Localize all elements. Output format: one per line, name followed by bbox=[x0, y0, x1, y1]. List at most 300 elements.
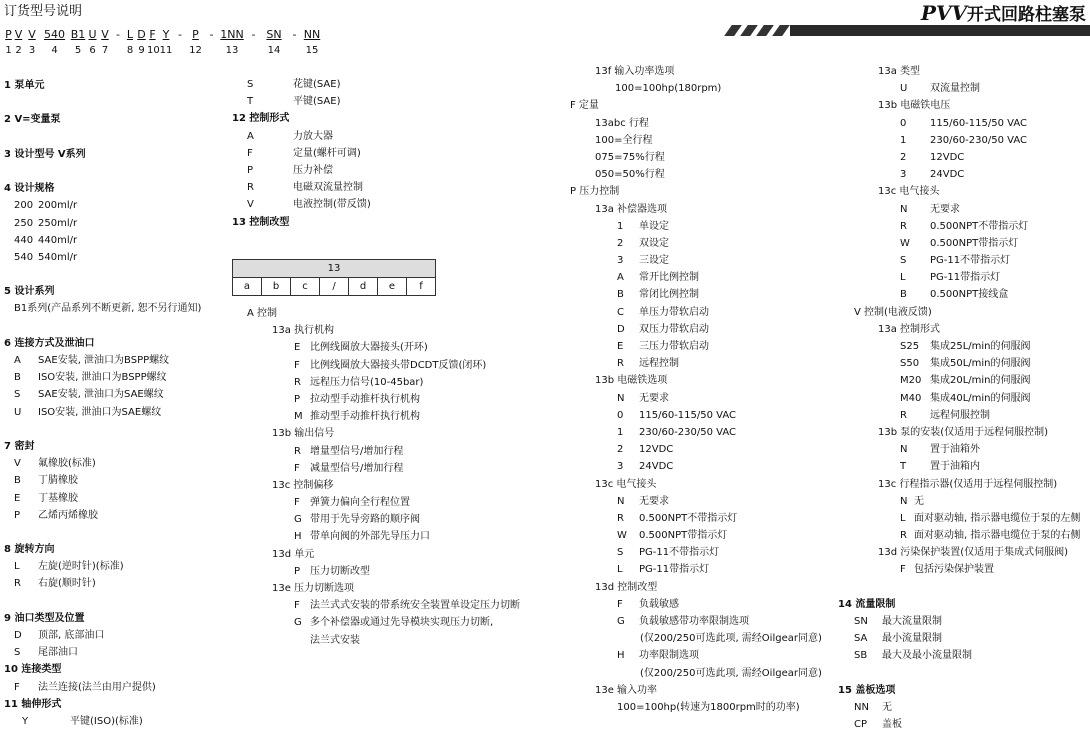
option-description: 右旋(顺时针) bbox=[38, 578, 96, 590]
option-code: SA bbox=[854, 633, 868, 645]
list-item bbox=[4, 679, 201, 696]
list-item: 13f 输入功率选项 bbox=[595, 66, 675, 77]
option-description: 440ml/r bbox=[38, 234, 78, 246]
option-code: D bbox=[14, 630, 22, 641]
option-code: R bbox=[14, 578, 21, 590]
option-description: 0.500NPT带指示灯 bbox=[930, 237, 1019, 249]
list-item bbox=[232, 128, 371, 145]
list-item: 4 设计规格 bbox=[4, 183, 55, 195]
list-item bbox=[4, 352, 201, 369]
option-code: F bbox=[294, 462, 300, 474]
option-description: 远程控制 bbox=[639, 358, 679, 370]
list-item: 10 连接类型 bbox=[4, 664, 62, 676]
option-description: 丁基橡胶 bbox=[38, 492, 78, 504]
list-item: 100=100hp(转速为1800rpm时的功率) bbox=[617, 701, 800, 713]
list-item bbox=[838, 630, 1080, 647]
option-description: 电液控制(带反馈) bbox=[293, 199, 371, 211]
list-item bbox=[570, 252, 822, 269]
list-item: 2 V=变量泵 bbox=[4, 114, 61, 126]
option-code: R bbox=[617, 358, 624, 370]
position-number: 7 bbox=[101, 45, 109, 56]
option-description: 压力补偿 bbox=[293, 164, 333, 176]
option-description: 氟橡胶(标准) bbox=[38, 458, 96, 470]
list-item: 3 设计型号 V系列 bbox=[4, 148, 86, 160]
list-item: 9 油口类型及位置 bbox=[4, 612, 85, 624]
option-description: 无要求 bbox=[639, 495, 669, 507]
list-item bbox=[838, 665, 1080, 682]
list-item bbox=[570, 544, 822, 561]
option-code: B bbox=[900, 289, 907, 301]
option-description: 左旋(逆时针)(标准) bbox=[38, 561, 124, 573]
list-item bbox=[570, 647, 822, 664]
list-item bbox=[232, 93, 371, 110]
list-item: 050=50%行程 bbox=[595, 169, 665, 181]
position-number: 12 bbox=[189, 45, 202, 56]
option-code: L bbox=[617, 564, 623, 576]
list-item bbox=[4, 524, 201, 541]
option-code: R bbox=[900, 530, 907, 542]
list-item bbox=[4, 490, 201, 507]
option-description: 230/60-230/50 VAC bbox=[639, 426, 736, 438]
list-item bbox=[838, 407, 1080, 424]
list-item: 13c 控制偏移 bbox=[272, 479, 334, 491]
position-number: 11 bbox=[159, 45, 173, 56]
list-item bbox=[4, 472, 201, 489]
model-code-segment: F bbox=[149, 28, 156, 41]
option-description: 法兰式式安装的带系统安全装置单设定压力切断 bbox=[310, 600, 520, 612]
list-item bbox=[838, 80, 1080, 97]
option-code: R bbox=[294, 376, 301, 388]
option-code: A bbox=[247, 130, 254, 142]
list-item: 13b 输出信号 bbox=[272, 428, 335, 440]
option-code: F bbox=[617, 598, 623, 610]
model-code-segment: - bbox=[292, 28, 297, 41]
table-cell: b bbox=[262, 278, 291, 296]
option-code: M bbox=[294, 411, 303, 423]
model-code-segment: P bbox=[192, 28, 199, 41]
option-description: 多个补偿器或通过先导模块实现压力切断, bbox=[310, 617, 494, 629]
option-description: 0.500NPT不带指示灯 bbox=[930, 220, 1029, 232]
list-item: 13c 电气接头 bbox=[878, 186, 940, 198]
list-item bbox=[4, 713, 201, 730]
option-code: B bbox=[617, 289, 624, 301]
option-description: 无 bbox=[914, 495, 924, 507]
list-item bbox=[232, 162, 371, 179]
option-description: 集成25L/min的伺服阀 bbox=[930, 341, 1031, 352]
option-description: PG-11不带指示灯 bbox=[930, 255, 1011, 267]
option-description: 置于油箱外 bbox=[930, 444, 980, 456]
list-item bbox=[838, 510, 1080, 527]
list-item bbox=[232, 374, 520, 391]
option-description: 540ml/r bbox=[38, 251, 78, 263]
option-code: M40 bbox=[900, 392, 922, 404]
option-code: A bbox=[14, 355, 21, 366]
option-code: M20 bbox=[900, 375, 922, 387]
table-header: 13 bbox=[233, 260, 436, 278]
option-code: B bbox=[14, 475, 21, 487]
list-item bbox=[4, 266, 201, 283]
option-code: P bbox=[14, 509, 21, 521]
list-item bbox=[570, 390, 822, 407]
option-code: S bbox=[14, 647, 21, 659]
list-item: F 定量 bbox=[570, 100, 599, 112]
list-item: 13a 补偿器选项 bbox=[595, 203, 668, 215]
list-item: 075=75%行程 bbox=[595, 151, 665, 163]
option-description: 远程伺服控制 bbox=[930, 409, 990, 421]
list-item: 13b 电磁铁选项 bbox=[595, 375, 668, 387]
option-code: 200 bbox=[14, 200, 34, 212]
option-description: 12VDC bbox=[639, 444, 674, 456]
option-code: NN bbox=[854, 701, 869, 713]
table-cell: d bbox=[349, 278, 378, 296]
table-cell: c bbox=[291, 278, 320, 296]
option-description: 双流量控制 bbox=[930, 83, 980, 95]
list-item: 13e 输入功率 bbox=[595, 684, 658, 696]
option-code: T bbox=[247, 96, 254, 108]
option-description: 最小流量限制 bbox=[882, 633, 942, 645]
list-item bbox=[4, 197, 201, 214]
list-item bbox=[838, 390, 1080, 407]
option-description: SAE安装, 泄油口为BSPP螺纹 bbox=[38, 355, 170, 366]
model-code-segment: 540 bbox=[44, 28, 65, 41]
option-code: R bbox=[617, 512, 624, 524]
option-code: D bbox=[617, 323, 625, 335]
list-item: 7 密封 bbox=[4, 440, 35, 452]
option-code: G bbox=[294, 617, 302, 629]
list-item bbox=[232, 511, 520, 528]
list-item bbox=[838, 338, 1080, 355]
option-description: ISO安装, 泄油口为SAE螺纹 bbox=[38, 406, 162, 418]
position-number: 6 bbox=[89, 45, 96, 56]
list-item bbox=[232, 179, 371, 196]
option-description: PG-11带指示灯 bbox=[639, 564, 710, 576]
list-item bbox=[570, 527, 822, 544]
option-description: ISO安装, 泄油口为BSPP螺纹 bbox=[38, 372, 167, 384]
option-description: 带用于先导旁路的顺序阀 bbox=[310, 514, 420, 526]
model-code-segment: V bbox=[101, 28, 109, 41]
option-code: U bbox=[900, 83, 908, 95]
option-description: 最大流量限制 bbox=[882, 616, 942, 627]
list-item bbox=[4, 558, 201, 575]
option-code: N bbox=[900, 495, 908, 507]
list-item bbox=[570, 355, 822, 372]
option-description: 115/60-115/50 VAC bbox=[639, 409, 736, 421]
option-description: 无要求 bbox=[639, 392, 669, 404]
option-description: PG-11不带指示灯 bbox=[639, 547, 720, 559]
list-item bbox=[838, 286, 1080, 303]
model-code-segment: D bbox=[137, 28, 146, 41]
option-description: 无要求 bbox=[930, 203, 960, 215]
position-number: 10 bbox=[147, 45, 160, 56]
list-item: 13abc 行程 bbox=[595, 117, 649, 129]
option-code: Y bbox=[22, 715, 29, 727]
list-item bbox=[4, 369, 201, 386]
option-code: 2 bbox=[617, 237, 624, 249]
list-item bbox=[570, 269, 822, 286]
list-item: 13b 电磁铁电压 bbox=[878, 100, 951, 112]
list-item bbox=[232, 76, 371, 93]
option-description: 集成40L/min的伺服阀 bbox=[930, 392, 1031, 404]
list-item bbox=[4, 421, 201, 438]
section-column-2b bbox=[232, 305, 520, 649]
option-code: R bbox=[247, 182, 254, 194]
option-code: N bbox=[900, 203, 908, 215]
option-code: P bbox=[294, 393, 301, 405]
option-description: 远程压力信号(10-45bar) bbox=[310, 376, 424, 388]
option-code: 540 bbox=[14, 251, 34, 263]
option-code: G bbox=[294, 514, 302, 526]
list-item bbox=[838, 252, 1080, 269]
option-description: 功率限制选项 bbox=[639, 650, 699, 662]
option-code: 0 bbox=[617, 409, 624, 421]
option-description: 250ml/r bbox=[38, 217, 78, 229]
list-item: 13c 电气接头 bbox=[595, 478, 657, 490]
position-number: 2 bbox=[15, 45, 22, 56]
list-item bbox=[4, 215, 201, 232]
option-code: F bbox=[14, 681, 20, 693]
list-item bbox=[570, 613, 822, 630]
option-description: 花键(SAE) bbox=[293, 79, 341, 90]
option-code: F bbox=[294, 497, 300, 509]
option-code: C bbox=[617, 306, 624, 318]
section-column-1 bbox=[4, 77, 201, 730]
list-item: 14 流量限制 bbox=[838, 598, 896, 610]
option-code: R bbox=[900, 220, 907, 232]
list-item bbox=[838, 269, 1080, 286]
option-code: A bbox=[617, 272, 624, 284]
list-item bbox=[838, 355, 1080, 372]
list-item bbox=[838, 458, 1080, 475]
list-item bbox=[838, 149, 1080, 166]
option-code: U bbox=[14, 406, 22, 418]
list-item bbox=[838, 493, 1080, 510]
list-item: P 压力控制 bbox=[570, 186, 620, 198]
list-item bbox=[570, 441, 822, 458]
list-item: B1系列(产品系列不断更新, 恕不另行通知) bbox=[14, 303, 202, 315]
option-code: 0 bbox=[900, 117, 907, 129]
option-description: 集成20L/min的伺服阀 bbox=[930, 375, 1031, 387]
option-description: 面对驱动轴, 指示器电缆位于泵的左侧 bbox=[914, 512, 1081, 524]
option-code: S bbox=[14, 389, 21, 401]
list-item: 15 盖板选项 bbox=[838, 684, 896, 696]
model-code-segment: U bbox=[88, 28, 97, 41]
list-item bbox=[232, 443, 520, 460]
list-item bbox=[4, 129, 201, 146]
option-description: 24VDC bbox=[639, 461, 674, 473]
position-number: 15 bbox=[305, 45, 319, 56]
option-code: H bbox=[294, 531, 302, 543]
position-number: 5 bbox=[74, 45, 82, 56]
section-column-2 bbox=[232, 76, 371, 231]
option-code: 3 bbox=[617, 461, 624, 473]
option-description: 置于油箱内 bbox=[930, 461, 980, 473]
list-item: 13a 控制形式 bbox=[878, 323, 941, 335]
brand-title bbox=[921, 0, 1086, 25]
option-code: V bbox=[14, 458, 21, 470]
list-item bbox=[4, 575, 201, 592]
list-item bbox=[4, 318, 201, 335]
option-code: SB bbox=[854, 650, 868, 662]
list-item bbox=[570, 235, 822, 252]
option-code: N bbox=[617, 495, 625, 507]
list-item bbox=[838, 699, 1080, 716]
option-code: 250 bbox=[14, 217, 34, 229]
list-item bbox=[4, 94, 201, 111]
brand-subtitle: 开式回路柱塞泵 bbox=[967, 5, 1086, 25]
model-code-segment: - bbox=[209, 28, 214, 41]
list-item bbox=[838, 647, 1080, 664]
option-code: 3 bbox=[900, 169, 907, 181]
option-description: 双压力带软启动 bbox=[639, 323, 709, 335]
position-number: 1 bbox=[5, 45, 12, 56]
list-item: 13c 行程指示器(仅适用于远程伺服控制) bbox=[878, 478, 1058, 490]
model-code-segment: - bbox=[251, 28, 256, 41]
list-item bbox=[838, 201, 1080, 218]
option-code: S50 bbox=[900, 358, 920, 370]
option-code: E bbox=[617, 341, 624, 352]
list-item bbox=[570, 424, 822, 441]
option-description: 115/60-115/50 VAC bbox=[930, 117, 1027, 129]
list-item bbox=[4, 644, 201, 661]
list-item bbox=[570, 596, 822, 613]
option-description: 弹簧力偏向全行程位置 bbox=[310, 497, 410, 509]
option-description: 12VDC bbox=[930, 151, 965, 163]
option-description: 增量型信号/增加行程 bbox=[310, 445, 404, 457]
option-code: 1 bbox=[617, 220, 624, 232]
list-item: 13d 控制改型 bbox=[595, 581, 658, 593]
list-item bbox=[570, 407, 822, 424]
list-item bbox=[570, 510, 822, 527]
option-code: 2 bbox=[900, 151, 907, 163]
option-code: P bbox=[247, 164, 254, 176]
table-cell: f bbox=[407, 278, 436, 296]
model-code-segment: V bbox=[14, 28, 23, 41]
option-description: 定量(螺杆可调) bbox=[293, 147, 361, 159]
model-code-segment: L bbox=[126, 28, 134, 41]
option-code: SN bbox=[854, 616, 868, 627]
option-description: 力放大器 bbox=[293, 130, 333, 142]
list-item: A 控制 bbox=[247, 308, 278, 319]
page-title: 订货型号说明 bbox=[4, 4, 83, 19]
option-code: N bbox=[617, 392, 625, 404]
option-description: 双设定 bbox=[639, 237, 669, 249]
list-item: 8 旋转方向 bbox=[4, 544, 55, 556]
model-code-segment: 1NN bbox=[220, 28, 244, 41]
modification-table bbox=[232, 259, 436, 296]
list-item bbox=[838, 561, 1080, 578]
list-item: 100=全行程 bbox=[595, 134, 653, 146]
option-description: 24VDC bbox=[930, 169, 965, 181]
list-item bbox=[4, 386, 201, 403]
option-description: 推动型手动推杆执行机构 bbox=[310, 411, 420, 423]
option-code: S bbox=[900, 255, 907, 267]
list-item bbox=[838, 372, 1080, 389]
list-item bbox=[4, 507, 201, 524]
section-column-4 bbox=[838, 63, 1080, 733]
option-description: 包括污染保护装置 bbox=[914, 564, 994, 576]
list-item bbox=[570, 218, 822, 235]
option-description: 负载敏感带功率限制选项 bbox=[639, 616, 749, 627]
option-description: 负载敏感 bbox=[639, 598, 679, 610]
position-number: 4 bbox=[51, 45, 58, 56]
list-item bbox=[838, 166, 1080, 183]
option-code: F bbox=[900, 564, 906, 576]
list-item bbox=[570, 321, 822, 338]
list-item bbox=[570, 561, 822, 578]
list-item bbox=[838, 579, 1080, 596]
position-number: 8 bbox=[126, 45, 134, 56]
list-item: 法兰式安装 bbox=[310, 634, 360, 646]
option-description: 0.500NPT不带指示灯 bbox=[639, 512, 738, 524]
list-item bbox=[838, 132, 1080, 149]
model-code-segment: - bbox=[178, 28, 182, 41]
model-code-segment: V bbox=[28, 28, 36, 41]
list-item: 1 泵单元 bbox=[4, 80, 45, 91]
list-item bbox=[232, 339, 520, 356]
list-item bbox=[838, 527, 1080, 544]
list-item bbox=[4, 232, 201, 249]
option-description: 比例线圈放大器接头带DCDT反馈(闭环) bbox=[310, 359, 487, 371]
list-item bbox=[838, 441, 1080, 458]
position-number: 9 bbox=[138, 45, 145, 56]
list-item: 13d 单元 bbox=[272, 548, 315, 560]
option-code: N bbox=[900, 444, 908, 456]
option-description: 三压力带软启动 bbox=[639, 341, 709, 352]
list-item bbox=[232, 460, 520, 477]
option-code: G bbox=[617, 616, 625, 627]
list-item bbox=[570, 286, 822, 303]
option-description: 压力切断改型 bbox=[310, 565, 370, 577]
position-numbers bbox=[4, 45, 322, 56]
option-code: L bbox=[14, 561, 20, 573]
list-item bbox=[232, 408, 520, 425]
option-code: R bbox=[294, 445, 301, 457]
list-item bbox=[570, 338, 822, 355]
option-code: T bbox=[900, 461, 907, 473]
list-item: 13e 压力切断选项 bbox=[272, 583, 355, 594]
model-code-segment: P bbox=[5, 28, 12, 41]
option-description: 拉动型手动推杆执行机构 bbox=[310, 393, 420, 405]
option-code: R bbox=[900, 409, 907, 421]
model-code-segment: NN bbox=[303, 28, 321, 41]
option-code: S25 bbox=[900, 341, 920, 352]
option-description: 常闭比例控制 bbox=[639, 289, 699, 301]
option-code: S bbox=[247, 79, 254, 90]
position-number: 13 bbox=[225, 45, 239, 56]
option-code: 2 bbox=[617, 444, 624, 456]
option-description: 0.500NPT带指示灯 bbox=[639, 530, 728, 542]
list-item bbox=[4, 593, 201, 610]
list-item: 100=100hp(180rpm) bbox=[615, 83, 722, 95]
option-description: SAE安装, 泄油口为SAE螺纹 bbox=[38, 389, 164, 401]
table-cell: e bbox=[378, 278, 407, 296]
option-description: 电磁双流量控制 bbox=[293, 182, 363, 194]
list-item bbox=[232, 494, 520, 511]
list-item: (仅200/250可选此项, 需经Oilgear同意) bbox=[640, 633, 822, 645]
option-code: P bbox=[294, 565, 301, 577]
list-item: 13d 污染保护装置(仅适用于集成式伺服阀) bbox=[878, 547, 1069, 559]
option-description: 盖板 bbox=[882, 719, 902, 731]
list-item bbox=[4, 627, 201, 644]
position-number: 14 bbox=[267, 45, 281, 56]
option-code: W bbox=[900, 237, 910, 249]
option-description: 最大及最小流量限制 bbox=[882, 650, 972, 662]
option-description: 常开比例控制 bbox=[639, 272, 699, 284]
model-code-segment: B1 bbox=[70, 28, 86, 41]
list-item bbox=[4, 455, 201, 472]
model-code bbox=[4, 28, 322, 41]
model-code-segment: Y bbox=[162, 28, 170, 41]
